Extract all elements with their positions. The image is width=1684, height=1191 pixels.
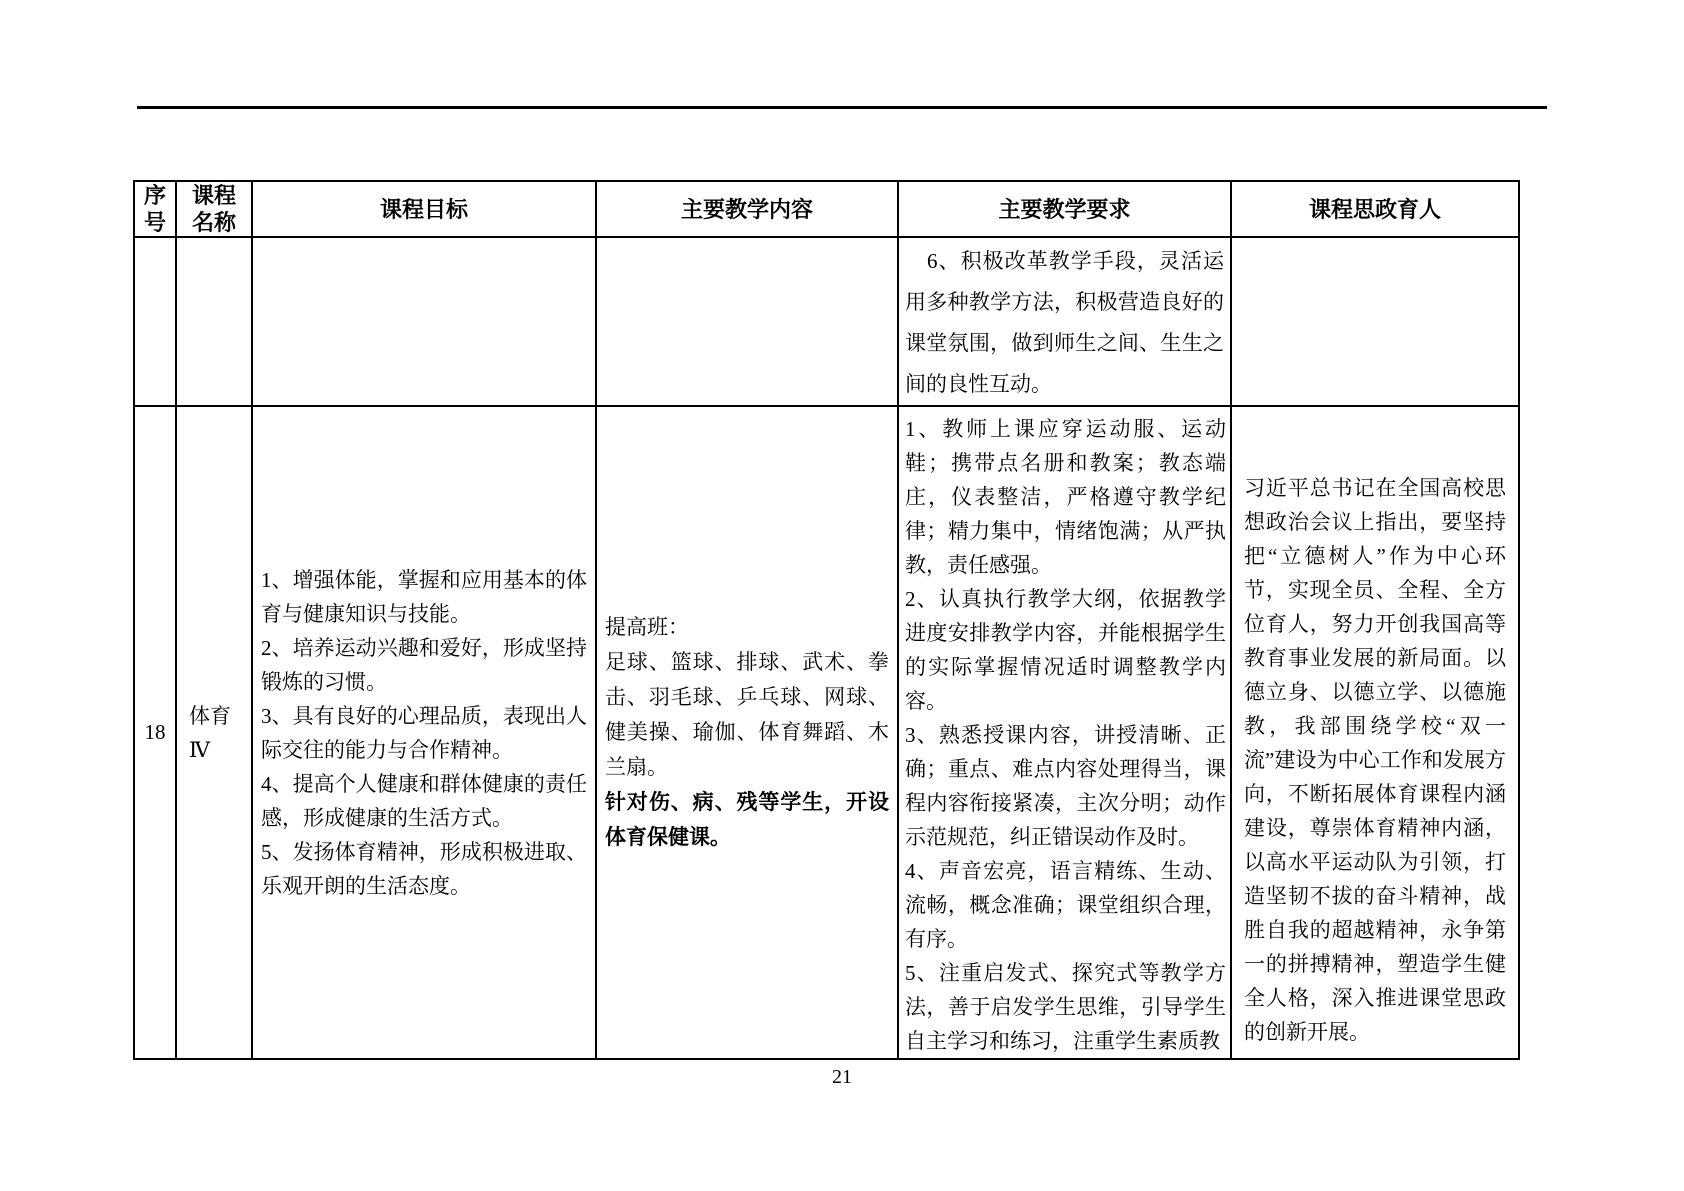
- cell-18-objectives: 1、增强体能，掌握和应用基本的体育与健康知识与技能。 2、培养运动兴趣和爱好，形成坚持锻炼的习惯。 3、具有良好的心理品质，表现出人际交往的能力与合作精神。 4、提高个人健康和群体健康的责任感，形成健康的生活方式。 5、发扬体育精神，形成积极进取、乐观开朗的生活态度。: [252, 406, 596, 1059]
- cell-prev-name: [176, 237, 252, 406]
- table-row-course-18: [134, 406, 1519, 1059]
- cell-18-content: [596, 406, 898, 1059]
- col-header-ideology: 课程思政育人: [1231, 181, 1519, 237]
- cell-prev-content: [596, 237, 898, 406]
- page-number: 21: [832, 1066, 852, 1088]
- cell-prev-seq: [134, 237, 176, 406]
- cell-prev-requirements: 6、积极改革教学手段，灵活运用多种教学方法，积极营造良好的课堂氛围，做到师生之间、生生之间的良性互动。: [898, 237, 1231, 406]
- col-header-content: 主要教学内容: [596, 181, 898, 237]
- cell-prev-ideology: [1231, 237, 1519, 406]
- cell-prev-objectives: [252, 237, 596, 406]
- cell-18-requirements: 1、教师上课应穿运动服、运动鞋；携带点名册和教案；教态端庄，仪表整洁，严格遵守教学纪律；精力集中，情绪饱满；从严执教，责任感强。 2、认真执行教学大纲，依据教学进度安排教学内容，并能根据学生的实际掌握情况适时调整教学内容。 3、熟悉授课内容，讲授清晰、正确；重点、难点内容处理得当，课程内容衔接紧凑，主次分明；动作示范规范，纠正错误动作及时。 4、声音宏亮，语言精练、生动、流畅，概念准确；课堂组织合理，有序。 5、注重启发式、探究式等教学方法，善于启发学生思维，引导学生自主学习和练习，注重学生素质教: [898, 406, 1231, 1059]
- table-row-carryover: [134, 237, 1519, 406]
- content-health-course-note: 针对伤、病、残等学生，开设体育保健课。: [605, 791, 889, 849]
- cell-18-ideology: 习近平总书记在全国高校思想政治会议上指出，要坚持把“立德树人”作为中心环节，实现全员、全程、全方位育人，努力开创我国高等教育事业发展的新局面。以德立身、以德立学、以德施教，我部围绕学校“双一流”建设为中心工作和发展方向，不断拓展体育课程内涵建设，尊崇体育精神内涵，以高水平运动队为引领，打造坚韧不拔的奋斗精神，战胜自我的超越精神，永争第一的拼搏精神，塑造学生健全人格，深入推进课堂思政的创新开展。: [1231, 406, 1519, 1059]
- header-rule: [137, 106, 1547, 109]
- col-header-seq: 序 号: [134, 181, 176, 237]
- col-header-name: 课程 名称: [176, 181, 252, 237]
- table-header-row: [134, 181, 1519, 237]
- col-header-requirements: 主要教学要求: [898, 181, 1231, 237]
- course-table: [133, 180, 1520, 1060]
- cell-18-seq: 18: [134, 406, 176, 1059]
- col-header-objectives: 课程目标: [252, 181, 596, 237]
- content-advanced-class-list: 提高班： 足球、篮球、排球、武术、拳击、羽毛球、乒乓球、网球、健美操、瑜伽、体育舞蹈、木兰扇。: [605, 615, 889, 779]
- cell-18-name: 体育 Ⅳ: [176, 406, 252, 1059]
